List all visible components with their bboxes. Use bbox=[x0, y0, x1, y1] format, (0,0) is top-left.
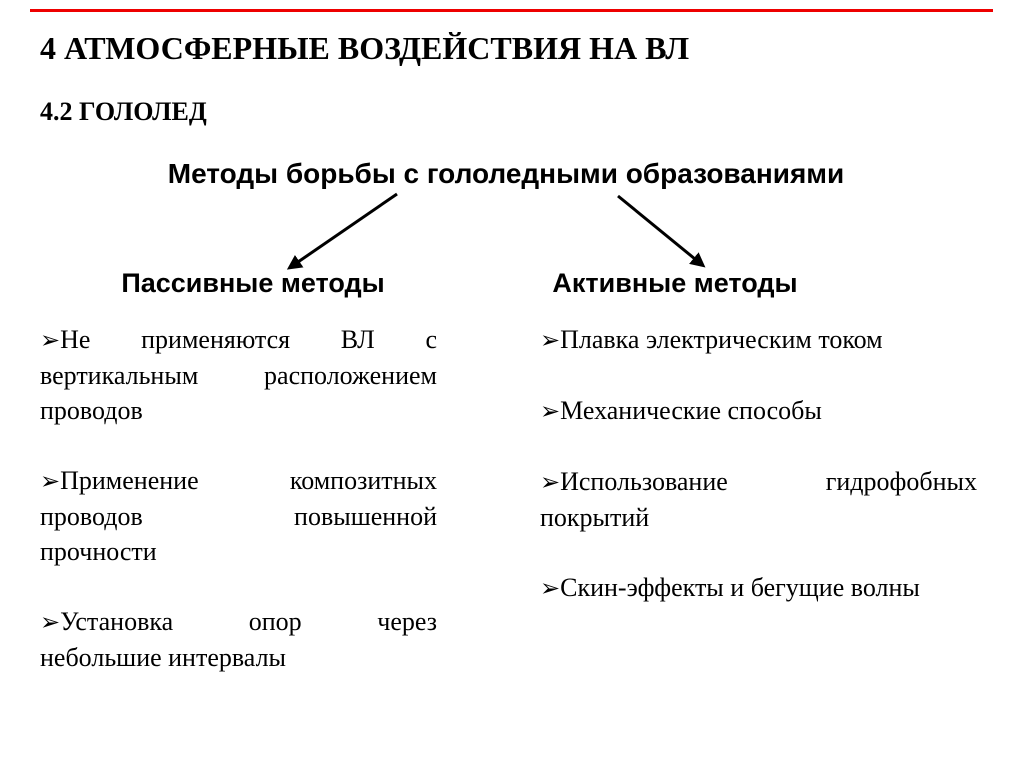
list-item bbox=[540, 393, 977, 429]
list-item bbox=[40, 604, 437, 675]
bullet-line bbox=[40, 322, 437, 358]
bullet-line bbox=[40, 463, 437, 499]
bullet-text: Установка опор через bbox=[60, 607, 437, 636]
bullet-line: покрытий bbox=[540, 503, 650, 532]
bullet-line bbox=[540, 570, 977, 606]
bullet-line: прочности bbox=[40, 537, 157, 566]
passive-methods-list bbox=[40, 322, 437, 675]
active-methods-list bbox=[540, 322, 977, 606]
bullet-arrow-icon: ➢ bbox=[40, 608, 61, 636]
left-column-header: Пассивные методы bbox=[121, 268, 385, 298]
list-item bbox=[540, 570, 977, 606]
right-column-header: Активные методы bbox=[552, 268, 798, 298]
bullet-arrow-icon: ➢ bbox=[40, 467, 61, 495]
bullet-text: Скин-эффекты и бегущие волны bbox=[560, 573, 920, 602]
bullet-arrow-icon: ➢ bbox=[540, 468, 561, 496]
bullet-line bbox=[540, 322, 977, 358]
branch-arrow-left-icon bbox=[298, 194, 397, 262]
slide-subtitle: 4.2 ГОЛОЛЕД bbox=[40, 97, 207, 126]
bullet-text: Плавка электрическим током bbox=[560, 325, 883, 354]
bullet-line bbox=[40, 604, 437, 640]
bullet-text: Не применяются ВЛ с bbox=[60, 325, 437, 354]
bullet-arrow-icon: ➢ bbox=[540, 397, 561, 425]
bullet-line: проводов bbox=[40, 396, 143, 425]
branch-arrow-right-icon bbox=[618, 196, 695, 259]
top-accent-line bbox=[30, 9, 993, 12]
list-item bbox=[40, 463, 437, 569]
bullet-arrow-icon: ➢ bbox=[540, 574, 561, 602]
list-item bbox=[40, 322, 437, 428]
bullet-arrow-icon: ➢ bbox=[540, 326, 561, 354]
bullet-arrow-icon: ➢ bbox=[40, 326, 61, 354]
bullet-text: Применение композитных bbox=[60, 466, 437, 495]
diagram-heading: Методы борьбы с гололедными образованиями bbox=[167, 158, 845, 189]
bullet-line bbox=[540, 464, 977, 500]
list-item bbox=[540, 464, 977, 535]
bullet-line: небольшие интервалы bbox=[40, 643, 287, 672]
bullet-line: проводов повышенной bbox=[40, 502, 437, 531]
list-item bbox=[540, 322, 977, 358]
bullet-line bbox=[540, 393, 977, 429]
slide-title: 4 АТМОСФЕРНЫЕ ВОЗДЕЙСТВИЯ НА ВЛ bbox=[40, 30, 690, 66]
bullet-text: Использование гидрофобных bbox=[560, 467, 977, 496]
bullet-text: Механические способы bbox=[560, 396, 822, 425]
bullet-line: вертикальным расположением bbox=[40, 361, 437, 390]
